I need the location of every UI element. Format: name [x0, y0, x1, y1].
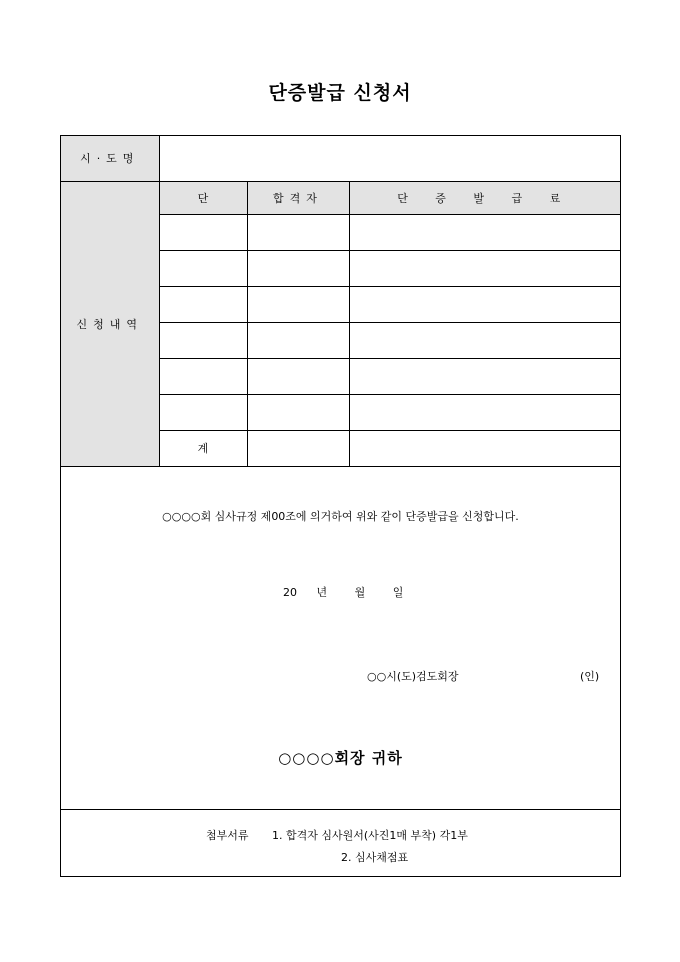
date-day-unit: 일	[392, 586, 404, 599]
date-month-unit: 월	[354, 586, 366, 599]
fee-cell[interactable]	[349, 250, 620, 286]
date-year-unit: 년	[316, 586, 328, 599]
fee-cell[interactable]	[349, 394, 620, 430]
document-title: 단증발급 신청서	[268, 82, 412, 104]
application-table	[61, 136, 620, 467]
details-label: 신청내역	[61, 181, 159, 466]
rank-cell[interactable]	[159, 214, 247, 250]
total-count-cell[interactable]	[247, 430, 349, 466]
col-header-fee: 단 증 발 급 료	[349, 181, 620, 214]
region-field[interactable]	[159, 136, 620, 181]
attachment-item: 2. 심사채점표	[341, 851, 409, 864]
attachments-section	[61, 809, 620, 877]
fee-cell[interactable]	[349, 214, 620, 250]
rank-cell[interactable]	[159, 250, 247, 286]
declaration-section	[61, 464, 620, 809]
passer-cell[interactable]	[247, 322, 349, 358]
statement-text: ○○○○회 심사규정 제00조에 의거하여 위와 같이 단증발급을 신청합니다.	[162, 510, 519, 523]
rank-cell[interactable]	[159, 286, 247, 322]
total-label: 계	[159, 430, 247, 466]
passer-cell[interactable]	[247, 394, 349, 430]
region-label: 시·도명	[61, 136, 159, 181]
fee-cell[interactable]	[349, 286, 620, 322]
col-header-passers: 합격자	[247, 181, 349, 214]
attachment-item: 1. 합격자 심사원서(사진1매 부착) 각1부	[272, 829, 468, 842]
passer-cell[interactable]	[247, 358, 349, 394]
fee-cell[interactable]	[349, 322, 620, 358]
passer-cell[interactable]	[247, 214, 349, 250]
col-header-rank: 단	[159, 181, 247, 214]
rank-cell[interactable]	[159, 358, 247, 394]
passer-cell[interactable]	[247, 250, 349, 286]
attachments-label: 첨부서류	[206, 829, 249, 842]
passer-cell[interactable]	[247, 286, 349, 322]
rank-cell[interactable]	[159, 394, 247, 430]
seal-mark: (인)	[580, 670, 600, 683]
date-year: 20	[283, 586, 297, 599]
total-fee-cell[interactable]	[349, 430, 620, 466]
rank-cell[interactable]	[159, 322, 247, 358]
signer-name: ○○시(도)검도회장	[367, 670, 459, 683]
application-form	[60, 135, 621, 877]
application-date	[283, 584, 403, 600]
fee-cell[interactable]	[349, 358, 620, 394]
recipient-line: ○○○○회장 귀하	[278, 749, 403, 767]
